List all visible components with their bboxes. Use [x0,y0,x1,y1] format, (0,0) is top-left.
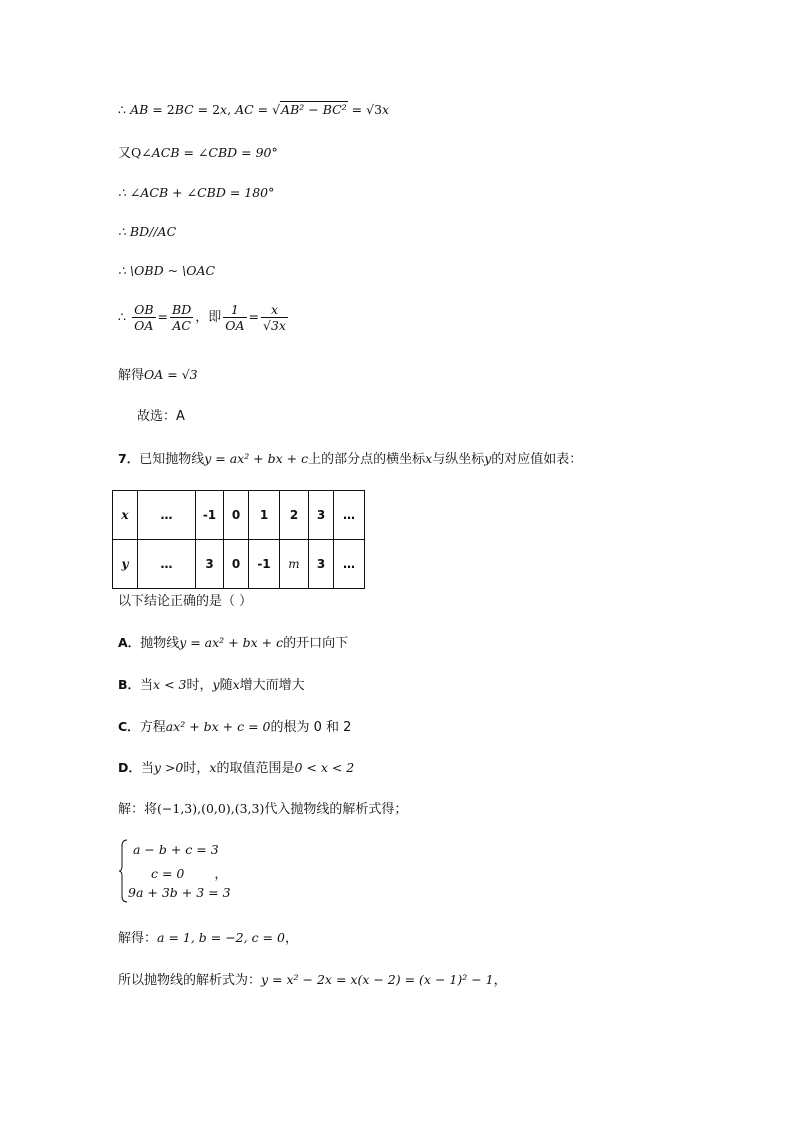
option-d: D．当y >0时，x的取值范围是0 < x < 2 [118,760,355,776]
line-oa-result: 解得OA = √3 [118,367,198,383]
therefore-symbol: ∴ [118,102,126,117]
fraction-1-oa: $\frac{1}{OA}$ [225,302,245,333]
fraction-ob-oa: $\frac{OB}{OA}$ [134,302,154,333]
option-b: B．当x < 3时，y随x增大而增大 [118,677,305,693]
equation-3: 9a + 3b + 3 = 3 [128,885,231,900]
equation-1: a − b + c = 3 [133,842,219,857]
line-parallel: ∴ BD//AC [118,224,177,239]
line-ratio: ∴ $\frac{OB}{OA}$ = $\frac{BD}{AC}$ ，即 $\frac{1}{OA}$ = $\frac{x}{√3x}$ [118,302,286,333]
fraction-x-sqrt3x: $\frac{x}{√3x}$ [263,302,286,333]
question-prompt: 以下结论正确的是（ ） [118,594,253,609]
line-ab-ac: ∴ AB = 2BC = 2x, AC = √AB² − BC² = √3x [118,102,390,117]
equation-2: c = 0 ， [151,866,228,882]
option-a: A．抛物线y = ax² + bx + c的开口向下 [118,635,349,651]
solution-result: 解得：a = 1, b = −2, c = 0， [118,930,298,946]
line-angles-90: 又Q∠ACB = ∠CBD = 90° [118,145,278,161]
line-angles-180: ∴ ∠ACB + ∠CBD = 180° [118,185,275,200]
line-similar: ∴ \OBD ~ \OAC [118,263,216,278]
option-c: C．方程ax² + bx + c = 0的根为 0 和 2 [118,719,352,735]
solution-intro: 解：将(−1,3),(0,0),(3,3)代入抛物线的解析式得； [118,801,408,817]
left-brace [118,838,128,904]
fraction-bd-ac: $\frac{BD}{AC}$ [172,302,192,333]
solution-parabola: 所以抛物线的解析式为：y = x² − 2x = x(x − 2) = (x − 1)² − 1， [118,972,507,988]
table-row-y: y … 3 0 -1 m 3 … [113,540,365,589]
answer-line: 故选：A [137,409,185,424]
sqrt-expression: AB² − BC² [281,102,347,117]
table-row-x: x … -1 0 1 2 3 … [113,491,365,540]
question-7: 7．已知抛物线y = ax² + bx + c上的部分点的横坐标x与纵坐标y的对应值如表： [118,451,583,467]
values-table [112,490,365,589]
